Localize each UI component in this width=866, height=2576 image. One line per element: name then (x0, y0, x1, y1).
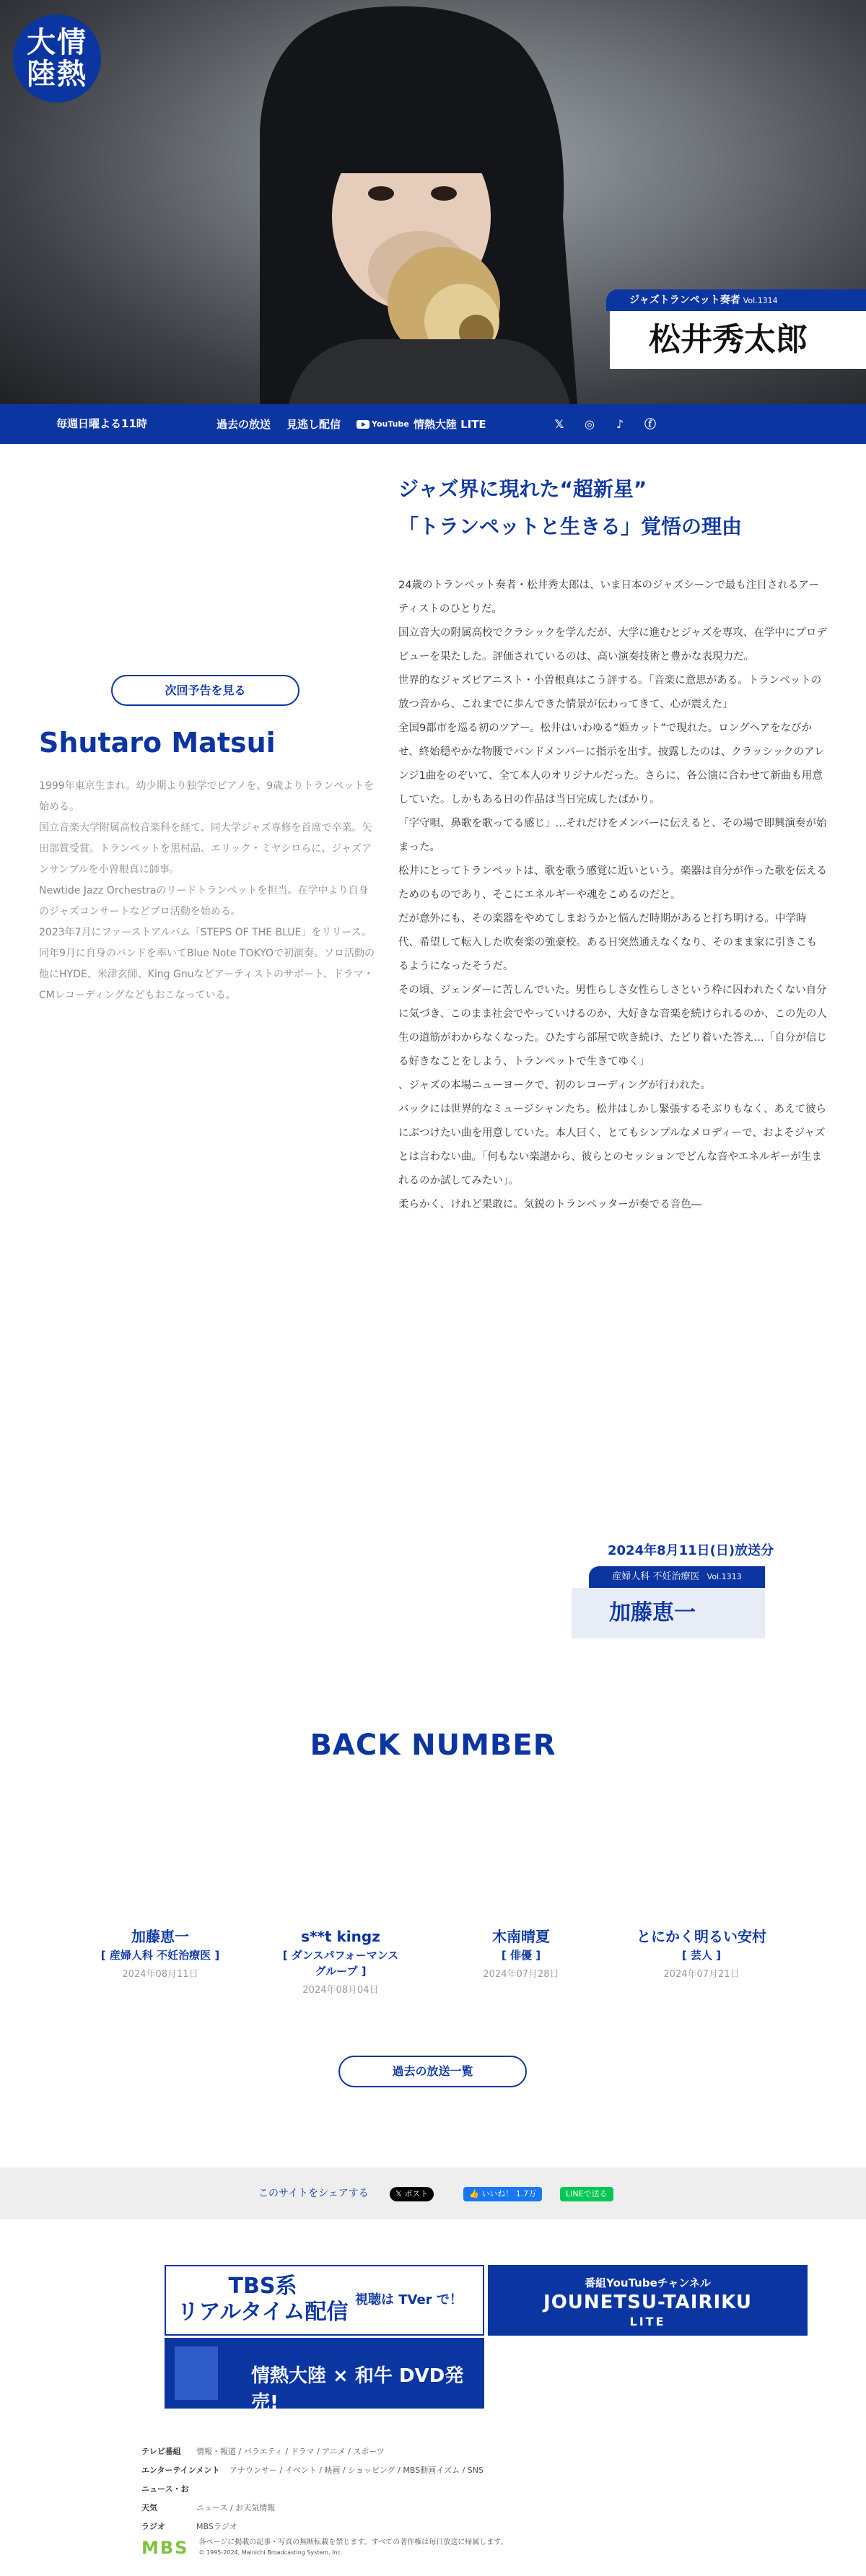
line-share-button[interactable]: LINEで送る (560, 2187, 613, 2201)
previous-guest-role (589, 1566, 765, 1588)
back-number-list (70, 1927, 792, 1996)
previous-guest-name[interactable]: 加藤恵一 (572, 1588, 765, 1638)
footer-notice-text: 各ページに掲載の記事・写真の無断転載を禁じます。すべての著作権は毎日放送に帰属します。 (198, 2538, 508, 2546)
x-icon[interactable]: 𝕏 (554, 416, 564, 431)
footer-row-links[interactable]: アナウンサー / イベント / 映画 / ショッピング / MBS動画イズム / SNS (229, 2466, 484, 2475)
back-number-date: 2024年07月28日 (483, 1969, 559, 1980)
back-number-date: 2024年08月11日 (122, 1969, 198, 1980)
article-paragraph: 全国9都市を巡る初のツアー。松井はいわゆる“姫カット”で現れた。ロングヘアをなびかせ、終始穏やかな物腰でバンドメンバーに指示を出す。披露したのは、クラッシックのアレンジ1曲をのぞいて、全て本人のオリジナルだった。さらに、各公演に合わせて新曲も用意していた。しかもある日の作品は当日完成したばかり。 (398, 722, 825, 805)
dvd-banner[interactable] (165, 2338, 484, 2414)
share-label: このサイトをシェアする (258, 2188, 369, 2199)
back-number-date: 2024年08月04日 (302, 1985, 379, 1996)
headline-line-2: 「トランペットと生きる」覚悟の理由 (398, 515, 743, 538)
next-preview-button[interactable]: 次回予告を見る (111, 675, 299, 706)
back-number-item[interactable] (70, 1927, 250, 1996)
guest-biography (39, 776, 378, 1006)
youtube-channel-main: JOUNETSU-TAIRIKU (543, 2292, 752, 2313)
footer-row-links[interactable]: MBSラジオ (196, 2522, 237, 2531)
footer-row (141, 2442, 791, 2461)
back-number-item[interactable] (611, 1927, 792, 1996)
tver-banner-title (176, 2274, 349, 2326)
youtube-icon (357, 419, 409, 429)
youtube-brand: YouTube (372, 419, 409, 429)
bio-paragraph: 同年9月に自身のバンドを率いてBlue Note TOKYOで初演奏。ソロ活動の他にHYDE、米津玄師、King Gnuなどアーティストのサポート、ドラマ・CMレコーディングなどもおこなっている。 (39, 948, 375, 1001)
footer-row-head: ラジオ (141, 2522, 165, 2531)
footer-row (141, 2518, 791, 2536)
tver-banner[interactable] (165, 2265, 484, 2336)
nav-youtube-lite[interactable] (357, 416, 486, 432)
bio-paragraph: 2023年7月にファーストアルバム「STEPS OF THE BLUE」をリリース。 (39, 927, 372, 938)
logo-line-2: 陸熱 (27, 58, 87, 91)
youtube-channel-sub: 番組YouTubeチャンネル (585, 2276, 711, 2289)
youtube-label: 情熱大陸 LITE (413, 418, 486, 431)
x-post-button[interactable]: 𝕏 ポスト (390, 2187, 434, 2201)
bio-paragraph: 国立音楽大学附属高校音楽科を経て、同大学ジャズ専修を首席で卒業。矢田部賞受賞。トランペットを黒村晶、エリック・ミヤシロらに、ジャズアンサンブルを小曽根真に師事。 (39, 822, 372, 876)
footer-row-links[interactable]: ニュース / お天気情報 (196, 2503, 276, 2512)
share-bar (0, 2167, 866, 2219)
article-body (398, 574, 827, 1217)
back-number-role: [ 産婦人科 不妊治療医 ] (100, 1949, 220, 1962)
footer-row-head: エンターテインメント (141, 2466, 220, 2475)
facebook-like-button[interactable]: 👍 いいね！ 1.7万 (463, 2187, 542, 2201)
article-paragraph: 「字守唄、鼻歌を歌ってる感じ」…それだけをメンバーに伝えると、その場で即興演奏が始まった。 (398, 818, 827, 853)
social-links (551, 404, 658, 444)
footer-row (141, 2480, 791, 2518)
back-number-item[interactable] (431, 1927, 611, 1996)
back-number-name: 加藤恵一 (131, 1928, 189, 1945)
youtube-channel-lite: LITE (629, 2315, 666, 2328)
dvd-banner-text: 情熱大陸 × 和牛 DVD発売! (251, 2365, 464, 2414)
article-paragraph: だが意外にも、その楽器をやめてしまおうかと悩んだ時期があると打ち明ける。中学時代、希望して転入した吹奏楽の強豪校。ある日突然通えなくなり、そのまま家に引きこもるようになったそうだ。 (398, 913, 817, 972)
guest-role: ジャズトランペット奏者 (629, 294, 740, 306)
tver-line-2: リアルタイム配信 (177, 2300, 349, 2325)
back-number-role: [ 芸人 ] (681, 1949, 722, 1962)
facebook-icon[interactable]: ⓕ (644, 416, 656, 431)
past-broadcast-list-button[interactable]: 過去の放送一覧 (338, 2056, 527, 2087)
guest-role-label (606, 289, 866, 311)
article-paragraph: バックには世界的なミュージシャンたち。松井はしかし緊張するそぶりもなく、あえて彼らにぶつけたい曲を用意していた。本人曰く、とてもシンプルなメロディーで、およそジャズとは言わない曲。「何もない楽譜から、彼らとのセッションでどんな音やエネルギーが生まれるのか試してみたい」。 (398, 1104, 826, 1187)
article-paragraph: 24歳のトランペット奏者・松井秀太郎は、いま日本のジャズシーンで最も注目されるアーティストのひとりだ。 (398, 580, 819, 615)
youtube-channel-banner[interactable] (488, 2265, 808, 2336)
back-number-title: BACK NUMBER (310, 1729, 556, 1762)
back-number-item[interactable] (250, 1927, 431, 1996)
tiktok-icon[interactable]: ♪ (616, 416, 624, 431)
footer-copyright-text: © 1995-2024, Mainichi Broadcasting System, Inc. (198, 2549, 343, 2556)
article-paragraph: 国立音大の附属高校でクラシックを学んだが、大学に進むとジャズを専攻、在学中にプロデビューを果たした。評価されているのは、高い演奏技術と豊かな表現力だ。 (398, 627, 827, 663)
dvd-thumbnail-image (175, 2346, 218, 2400)
previous-broadcast-date: 2024年8月11日(日)放送分 (608, 1543, 774, 1558)
footer-copyright (141, 2538, 791, 2558)
article-paragraph: その頃、ジェンダーに苦しんでいた。男性らしさ女性らしさという枠に囚われたくない自分に気づき、このまま社会でやっていけるのか、大好きな音楽を続けられるのか、この先の人生の道筋がわからなくなった。ひたすら部屋で吹き続け、たどり着いた答え…「自分が信じる好きなことをしよう、トランペットで生きてゆく」 (398, 984, 827, 1067)
guest-romaji-name: Shutaro Matsui (39, 727, 276, 759)
site-logo[interactable] (13, 14, 101, 102)
instagram-icon[interactable]: ◎ (585, 416, 595, 431)
back-number-name: s**t kingz (301, 1928, 380, 1945)
nav-past-broadcasts[interactable]: 過去の放送 (216, 418, 271, 431)
footer-row-head: ニュース・お天気 (141, 2484, 189, 2512)
tver-label: 視聴は TVer で！ (355, 2292, 463, 2308)
guest-name-plate (606, 289, 866, 358)
article-paragraph: 、ジャズの本場ニューヨークで、初のレコーディングが行われた。 (398, 1080, 711, 1091)
headline-line-1: ジャズ界に現れた“超新星” (398, 477, 647, 501)
article-paragraph: 柔らかく、けれど果敢に。気鋭のトランペッターが奏でる音色― (398, 1199, 702, 1210)
tver-line-1: TBS系 (228, 2274, 297, 2299)
previous-vol: Vol.1313 (707, 1572, 742, 1581)
main-nav (0, 404, 866, 444)
article-headline (398, 471, 831, 546)
back-number-role: [ ダンスパフォーマンスグループ ] (282, 1949, 399, 1978)
bio-paragraph: 1999年東京生まれ。幼少期より独学でピアノを、9歳よりトランペットを始める。 (39, 780, 375, 813)
nav-catch-up-streaming[interactable]: 見逃し配信 (287, 418, 341, 431)
hero-section (0, 0, 866, 404)
back-number-name: 木南晴夏 (492, 1928, 550, 1945)
footer-row-head: テレビ番組 (141, 2447, 181, 2456)
article-paragraph: 世界的なジャズピアニスト・小曽根真はこう評する。「音楽に意思がある。トランペットの放つ音から、これまでに歩んできた情景が伝わってきて、心が震えた」 (398, 675, 822, 710)
guest-name: 松井秀太郎 (610, 311, 866, 369)
logo-line-1: 大情 (27, 26, 87, 59)
article-paragraph: 松井にとってトランペットは、歌を歌う感覚に近いという。楽器は自分が作った歌を伝えるためのものであり、そこにエネルギーや魂をこめるのだと。 (398, 865, 827, 901)
mbs-logo[interactable]: MBS (141, 2538, 189, 2558)
site-footer (141, 2442, 791, 2558)
previous-role-text: 産婦人科 不妊治療医 (612, 1571, 700, 1582)
back-number-date: 2024年07月21日 (663, 1969, 740, 1980)
back-number-role: [ 俳優 ] (501, 1949, 541, 1962)
guest-vol: Vol.1314 (743, 296, 778, 305)
footer-notice (198, 2538, 507, 2558)
footer-row-links[interactable]: 情報・報道 / バラエティ / ドラマ / アニメ / スポーツ (196, 2447, 385, 2456)
bio-paragraph: Newtide Jazz Orchestraのリードトランペットを担当。在学中より自身のジャズコンサートなどプロ活動を始める。 (39, 885, 369, 917)
back-number-name: とにかく明るい安村 (637, 1928, 766, 1945)
broadcast-schedule: 毎週日曜よる11時 (56, 417, 147, 430)
footer-row (141, 2461, 791, 2480)
